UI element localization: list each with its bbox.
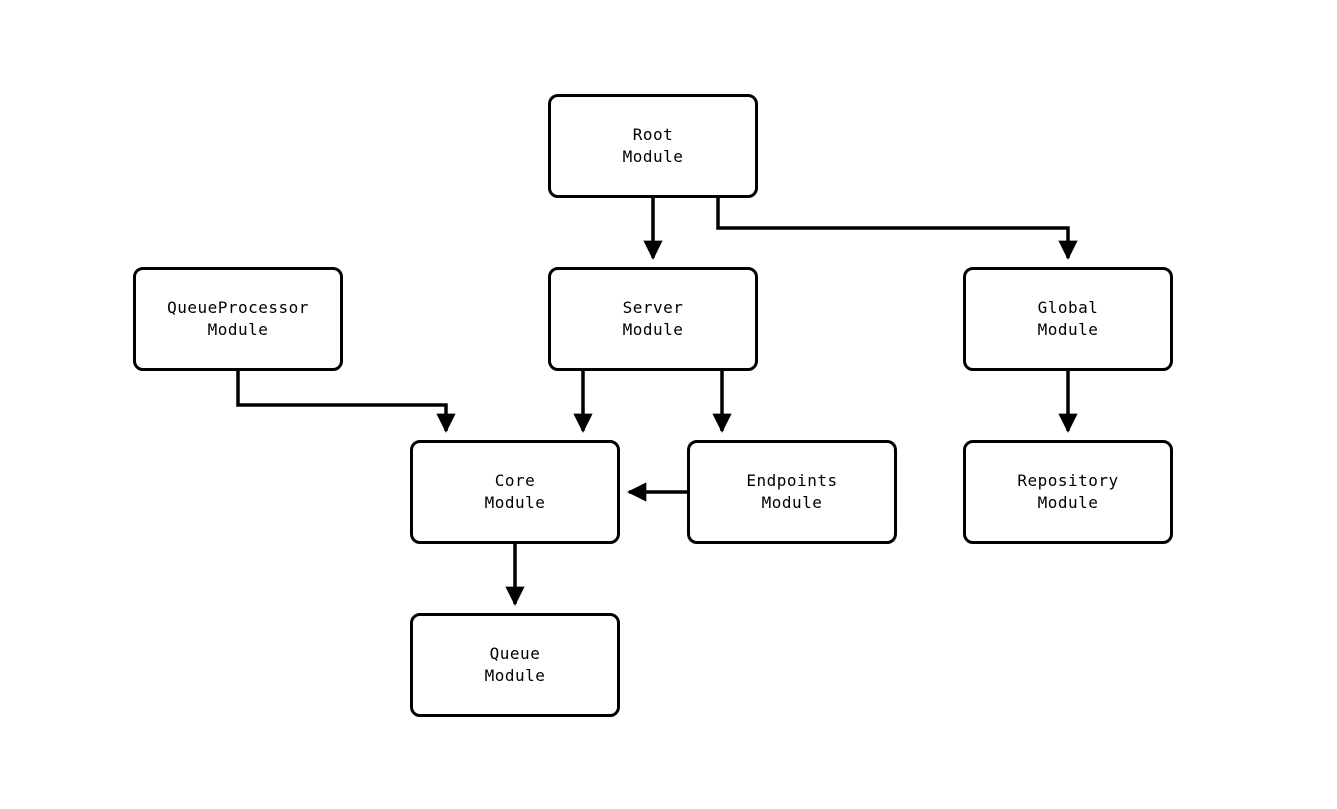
node-label-line1: Root [632, 125, 674, 144]
node-queueprocessor-module[interactable] [133, 267, 343, 371]
node-label-line2: Module [207, 320, 269, 339]
node-label-line1: Queue [489, 644, 541, 663]
node-label-line1: Server [622, 298, 684, 317]
node-core-module[interactable] [410, 440, 620, 544]
node-endpoints-module[interactable] [687, 440, 897, 544]
node-server-module[interactable] [548, 267, 758, 371]
edge-root-global [718, 198, 1068, 258]
edge-queueprocessor-core [238, 371, 446, 431]
node-queue-module[interactable] [410, 613, 620, 717]
node-label-line2: Module [761, 493, 823, 512]
node-label-line1: Global [1037, 298, 1099, 317]
node-label-line2: Module [484, 666, 546, 685]
node-label-line2: Module [1037, 320, 1099, 339]
node-repository-module[interactable] [963, 440, 1173, 544]
node-label-line1: Repository [1017, 471, 1119, 490]
node-label-line1: QueueProcessor [167, 298, 309, 317]
node-label-line1: Endpoints [746, 471, 838, 490]
node-label-line2: Module [1037, 493, 1099, 512]
node-root-module[interactable] [548, 94, 758, 198]
node-label-line2: Module [622, 147, 684, 166]
node-label-line1: Core [494, 471, 536, 490]
node-global-module[interactable] [963, 267, 1173, 371]
node-label-line2: Module [622, 320, 684, 339]
node-label-line2: Module [484, 493, 546, 512]
